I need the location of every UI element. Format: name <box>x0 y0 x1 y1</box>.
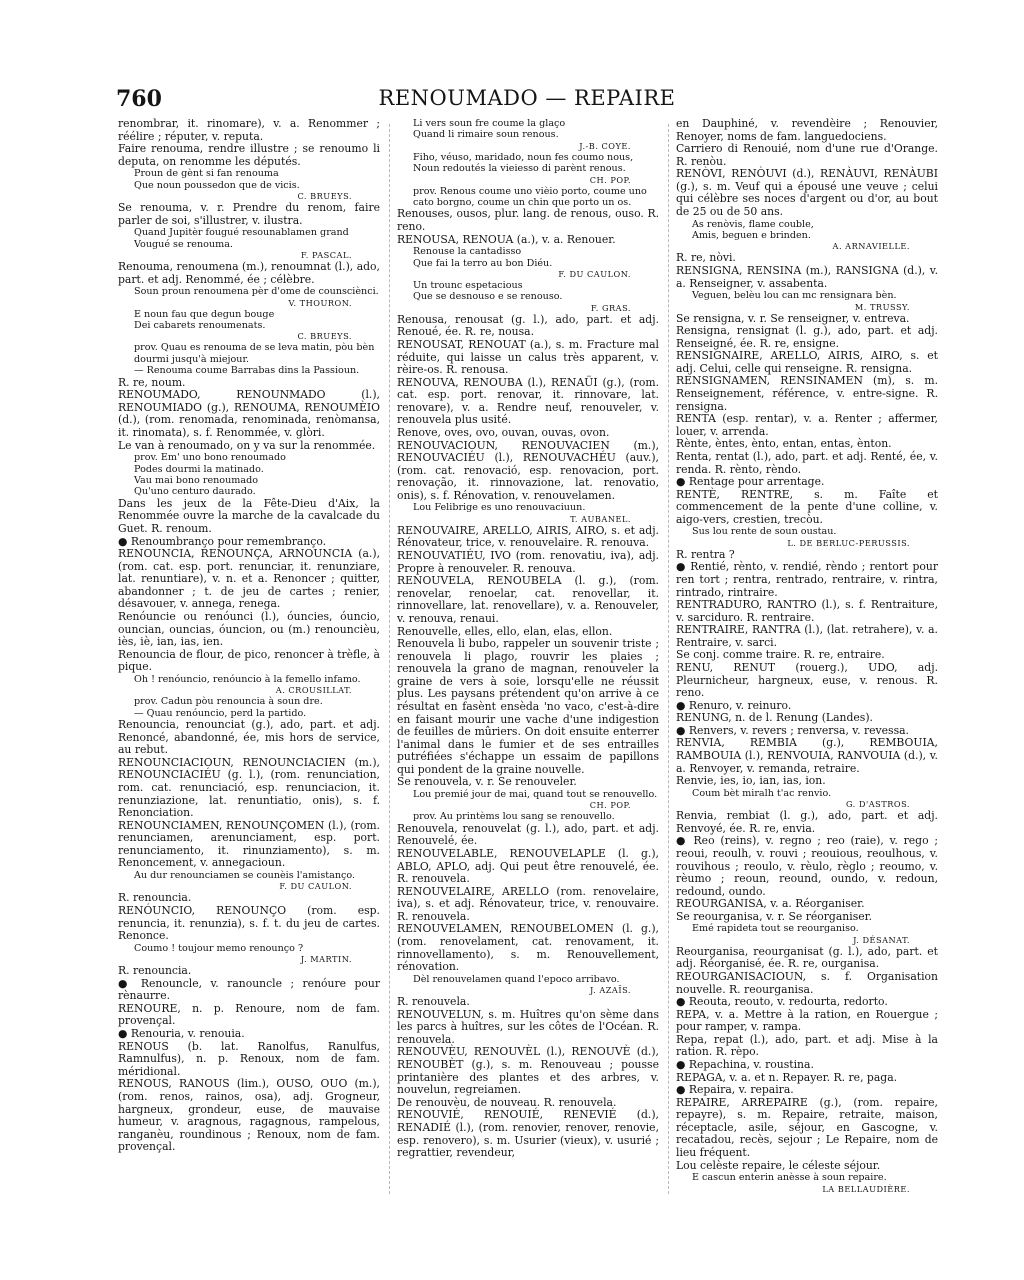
quotation: As renòvis, flame couble, <box>692 218 814 230</box>
attribution: A. CROUSILLAT. <box>275 685 352 696</box>
entry-text: Renta, rentat (l.), ado, part. et adj. Renté, ée, v. renda. R. rènto, rèndo. <box>676 449 938 476</box>
entry-text: Renvie, ies, io, ian, ias, ion. <box>676 774 826 788</box>
entry-text: RENOUSA, RENOUA (a.), v. a. Renouer. <box>397 232 616 246</box>
entry-text: RENOUS (b. lat. Ranolfus, Ranulfus, Ramnulfus), n. p. Renoux, nom de fam. méridional. <box>118 1039 380 1078</box>
entry-text: RENVIA, REMBIA (g.), REMBOUIA, RAMBOUIA (l.), RENVOUIA, RANVOUIA (d.), v. a. Renvoyer, v. remanda, retraire. <box>676 736 938 775</box>
entry-text: ● Renuro, v. reinuro. <box>676 698 792 712</box>
entry-text: Rènte, èntes, ènto, entan, entas, ènton. <box>676 437 892 451</box>
column-divider <box>668 124 669 1194</box>
entry-text: R. renouncia. <box>118 891 192 905</box>
entry-text: ● Reo (reins), v. regno ; reo (raie), v. rego ; reoui, reoulh, v. rouvi ; reouious, reoulhous, v. rouvihous ; reoulo, v. rèulo, règlo ; reoumo, v. rèumo ; reoun, reound, oundo, v. redoun, redound, oundo. <box>676 834 938 898</box>
entry-text: ● Renoumbranço pour remembranço. <box>118 534 327 548</box>
entry-text: RENTA (esp. rentar), v. a. Renter ; affermer, louer, v. arrenda. <box>676 412 938 438</box>
quotation: Vougué se renouma. <box>134 238 233 250</box>
entry-text: Renouvela li bubo, rappeler un souvenir triste ; renouvela li plago, rouvrir les plaies ; renouvela la grano de magnan, renouveler la graine de vers à soie, lorsqu'elle ne réussit plus. Les paysans prétendent qu'on arrive à ce résultat en fasènt ensèda 'no vaco, c'est-à-dire en faisant mourir une vache d'une indigestion de feuilles de mûriers. On doit ensuite enterrer l'animal dans le fumier et de ses entrailles putréfiées s'échappe un essaim de papillons qui pondent de la graine nouvelle. <box>397 637 659 776</box>
attribution: G. D'ASTROS. <box>845 799 910 810</box>
attribution: CH. POP. <box>589 800 631 811</box>
attribution: J. AZAÏS. <box>589 985 631 996</box>
page-number: 760 <box>116 86 162 112</box>
attribution: T. AUBANEL. <box>570 513 631 524</box>
page-header <box>116 86 938 116</box>
entry-text: Se renouvela, v. r. Se renouveler. <box>397 775 577 789</box>
quotation: Renouse la cantadisso <box>413 246 522 258</box>
entry-text: Renouma, renoumena (m.), renoumnat (l.), ado, part. et adj. Renommé, ée ; célèbre. <box>118 260 380 286</box>
attribution: F. GRAS. <box>590 302 631 313</box>
entry-text: ● Reouta, reouto, v. redourta, redorto. <box>676 995 888 1009</box>
quotation: prov. Cadun pòu renouncia à soun dre. <box>134 696 323 708</box>
quotation: Dei cabarets renoumenats. <box>134 320 266 332</box>
entry-text: RENOUSAT, RENOUAT (a.), s. m. Fracture mal réduite, qui laisse un calus très apparent, v. rèire-os. R. renousa. <box>397 337 659 377</box>
quotation: Lou premié jour de mai, quand tout se renouvello. <box>413 789 658 801</box>
entry-text: RENSIGNAMEN, RENSINAMEN (m), s. m. Renseignement, référence, v. entre-signe. R. rensigna. <box>676 374 938 413</box>
entry-text: renombrar, it. rinomare), v. a. Renommer ; réélire ; réputer, v. reputa. <box>118 118 380 143</box>
column-divider <box>389 124 390 1194</box>
attribution: CH. POP. <box>589 174 631 185</box>
entry-text: R. renouncia. <box>118 964 192 978</box>
quotation: Dèl renouvelamen quand l'epoco arribavo. <box>413 973 620 985</box>
entry-text: Lou celèste repaire, le céleste séjour. <box>676 1158 881 1172</box>
entry-text: ● Repachina, v. roustina. <box>676 1058 814 1072</box>
entry-text: Reourganisa, reourganisat (g. l.), ado, part. et adj. Réorganisé, ée. R. re, ourganisa. <box>676 944 938 971</box>
entry-text: Le van à renoumado, on y va sur la renommée. <box>118 438 376 452</box>
entry-text: R. re, nòvi. <box>676 251 736 265</box>
entry-text: REOURGANISACIOUN, s. f. Organisation nouvelle. R. reourganisa. <box>676 969 938 996</box>
entry-text: RENOUVELUN, s. m. Huîtres qu'on sème dans les parcs à huîtres, sur les côtes de l'Océan. R. renouvela. <box>397 1007 659 1046</box>
entry-text: RENOUVELABLE, RENOUVELAPLE (l. g.), ABLO, APLO, adj. Qui peut être renouvelé, ée. R. renouvela. <box>397 846 659 886</box>
quotation: Quand li rimaire soun renous. <box>413 129 559 141</box>
entry-text: Dans les jeux de la Fête-Dieu d'Aix, la Renommée ouvre la marche de la cavalcade du Guet. R. renoum. <box>118 496 380 535</box>
quotation: Soun proun renoumena pèr d'ome de counsciènci. <box>134 286 379 298</box>
attribution: LA BELLAUDIÈRE. <box>822 1183 910 1194</box>
quotation: prov. Em' uno bono renoumado <box>134 452 286 464</box>
entry-text: ● Rentage pour arrentage. <box>676 475 825 489</box>
entry-text: R. rentra ? <box>676 547 735 561</box>
entry-text: RENOUMADO, RENOUNMADO (l.), RENOUMIADO (g.), RENOUMA, RENOUMÈIO (d.), (rom. renomada, renominada, renòmansa, it. rinomata), s. f. Renommée, v. glòri. <box>118 388 380 439</box>
entry-text: Faire renouma, rendre illustre ; se renoumo li deputa, on renomme les députés. <box>118 142 380 168</box>
entry-text: RENOUVÈU, RENOUVÈL (l.), RENOUVÈ (d.), RENOUBÈT (g.), s. m. Renouveau ; pousse printanière des plantes et des arbres, v. nouvelun, regreiamen. <box>397 1045 659 1097</box>
entry-text: RENOUVELAIRE, ARELLO (rom. renovelaire, iva), s. et adj. Rénovateur, trice, v. renouvaire. R. renouvela. <box>397 884 659 923</box>
entry-text: Renouses, ousos, plur. lang. de renous, ouso. R. reno. <box>397 207 659 234</box>
entry-text: REPAGA, v. a. et n. Repayer. R. re, paga. <box>676 1070 898 1084</box>
quotation: E cascun enterin anèsse à soun repaire. <box>692 1172 887 1184</box>
quotation: Li vers soun fre coume la glaço <box>413 118 566 129</box>
entry-text: RENOUVELAMEN, RENOUBELOMEN (l. g.), (rom. renovelament, cat. renovament, it. rinnovellamento), s. m. Renouvellement, rénovation. <box>397 922 659 974</box>
entry-text: RENOUNCIA, RENOUNÇA, ARNOUNCIA (a.), (rom. cat. esp. port. renunciar, it. renunziare, lat. renuntiare), v. n. et a. Renoncer ; quitter, abandonner ; t. de jeu de cartes ; renier, désavouer, v. annega, renega. <box>118 547 380 611</box>
quotation: Oh ! renóuncio, renóuncio à la femello infamo. <box>134 673 361 685</box>
entry-text: REOURGANISA, v. a. Réorganiser. <box>676 897 865 911</box>
entry-text: RENSIGNA, RENSINA (m.), RANSIGNA (d.), v. a. Renseigner, v. assabenta. <box>676 264 938 290</box>
quotation: Fiho, véuso, maridado, noun fes coumo nous, Noun redoutés la vieiesso di parènt renous. <box>413 151 634 175</box>
attribution: L. DE BERLUC-PERUSSIS. <box>787 537 910 548</box>
entry-text: R. re, noum. <box>118 375 186 389</box>
entry-text: Rensigna, rensignat (l. g.), ado, part. et adj. Renseigné, ée. R. re, ensigne. <box>676 324 938 350</box>
quotation: Qu'uno centuro daurado. <box>134 486 256 498</box>
quotation: Coumo ! toujour memo renounço ? <box>134 942 304 954</box>
entry-text: Renove, oves, ovo, ouvan, ouvas, ovon. <box>397 426 610 439</box>
quotation: Coum bèt miralh t'ac renvio. <box>692 787 832 799</box>
attribution: A. ARNAVIELLE. <box>832 241 910 252</box>
entry-text: REPA, v. a. Mettre à la ration, en Rouergue ; pour ramper, v. rampa. <box>676 1007 938 1034</box>
quotation: Au dur renounciamen se counèis l'amistanço. <box>134 870 356 882</box>
quotation: Podes dourmi la matinado. <box>134 463 264 475</box>
quotation: Vau mai bono renoumado <box>134 474 258 486</box>
entry-text: RENÓUNCIO, RENOUNÇO (rom. esp. renuncia, it. renunzia), s. f. t. du jeu de cartes. Renonce. <box>118 904 380 943</box>
entry-text: Renouvelle, elles, ello, elan, elas, ellon. <box>397 624 613 638</box>
entry-text: Se rensigna, v. r. Se renseigner, v. entreva. <box>676 311 910 325</box>
entry-text: RENTÈ, RENTRE, s. m. Faîte et commencement de la pente d'une colline, v. aigo-vers, crestien, trecòu. <box>676 487 938 526</box>
entry-text: RENOUVELA, RENOUBELA (l. g.), (rom. renovelar, renoelar, cat. renovellar, it. rinnovellare, lat. renovellare), v. a. Renouveler, v. renouva, renaui. <box>397 574 659 625</box>
entry-text: RENOURE, n. p. Renoure, nom de fam. provençal. <box>118 1001 380 1028</box>
column-right <box>676 118 938 1208</box>
attribution: F. PASCAL. <box>300 250 352 261</box>
attribution: M. TRUSSY. <box>854 301 910 312</box>
quotation: E noun fau que degun bouge <box>134 308 275 320</box>
entry-text: Repa, repat (l.), ado, part. et adj. Mise à la ration. R. rèpo. <box>676 1032 938 1059</box>
entry-text: Carriero di Renouié, nom d'une rue d'Orange. R. renòu. <box>676 142 938 168</box>
attribution: V. THOURON. <box>288 297 352 308</box>
entry-text: RENOUVAIRE, ARELLO, AIRIS, AIRO, s. et adj. Rénovateur, trice, v. renouvelaire. R. renouva. <box>397 523 659 550</box>
quotation: Que se desnouso e se renouso. <box>413 291 563 303</box>
entry-text: RENOUNCIACIOUN, RENOUNCIACIEN (m.), RENOUNCIACIÉU (g. l.), (rom. renunciation, rom. cat. renunciació, esp. renunciacion, it. renunziazione, lat. renuntiatio, onis), s. f. Renonciation. <box>118 755 380 820</box>
entry-text: Se reourganisa, v. r. Se réorganiser. <box>676 909 873 923</box>
quotation: prov. Renous coume uno vièio porto, coume uno cato borgno, coume un chin que porto un os. <box>413 185 647 209</box>
entry-text: RENOUVA, RENOUBA (l.), RENAÜI (g.), (rom. cat. esp. port. renovar, it. rinnovare, lat. renovare), v. a. Rendre neuf, renouveler, v. renouvela plus usité. <box>397 375 659 427</box>
entry-text: ● Renouria, v. renouia. <box>118 1027 245 1041</box>
entry-text: Renouvela, renouvelat (g. l.), ado, part. et adj. Renouvelé, ée. <box>397 821 659 848</box>
entry-text: ● Renvers, v. revers ; renversa, v. revessa. <box>676 723 909 737</box>
quotation: Veguen, belèu lou can mc rensignara bèn. <box>692 290 897 302</box>
attribution: J. DÉSANAT. <box>853 934 910 945</box>
entry-text: RENOUS, RANOUS (lim.), OUSO, OUO (m.), (rom. renos, rainos, osa), adj. Grogneur, hargneux, grondeur, euse, de mauvaise humeur, v. aragnous, ragagnous, rampelous, ranganèu, roundinous ; Renoux, nom de fam. provençal. <box>118 1077 380 1154</box>
entry-text: RENOUNCIAMEN, RENOUNÇOMEN (l.), (rom. renunciamen, arenunciament, esp. port. renunciamento, it. rinunziamento), s. m. Renoncement, v. annegacioun. <box>118 818 380 870</box>
quotation: Que fai la terro au bon Diéu. <box>413 257 553 269</box>
entry-text: Renousa, renousat (g. l.), ado, part. et adj. Renoué, ée. R. re, nousa. <box>397 312 659 339</box>
attribution: C. BRUEYS. <box>297 331 352 342</box>
quotation: — Quau renóuncio, perd la partido. <box>134 707 307 719</box>
quotation: — Renouma coume Barrabas dins la Passioun. <box>134 365 360 377</box>
entry-text: RENOUVACIOUN, RENOUVACIEN (m.), RENOUVACIÉU (l.), RENOUVACHÉU (auv.), (rom. cat. renovació, esp. renovacion, port. renovação, it. rinnovazione, lat. renovatio, onis), s. f. Rénovation, v. renouvelamen. <box>397 438 659 502</box>
entry-text: REPAIRE, ARREPAIRE (g.), (rom. repaire, repayre), s. m. Repaire, retraite, maison, réceptacle, asile, séjour, en Gascogne, v. recatadou, recès, sejour ; Le Repaire, nom de lieu fréquent. <box>676 1095 938 1160</box>
entry-text: ● Renouncle, v. ranouncle ; renóure pour rènaurre. <box>118 976 380 1003</box>
quotation: Lou Felibrige es uno renouvaciuun. <box>413 502 586 514</box>
quotation: prov. Quau es renouma de se leva matin, pòu bèn dourmi jusqu'à miejour. <box>134 342 375 365</box>
entry-text: Se renouma, v. r. Prendre du renom, faire parler de soi, s'illustrer, v. ilustra. <box>118 201 380 227</box>
attribution: J.-B. COYE. <box>579 140 631 151</box>
entry-text: ● Repaira, v. repaira. <box>676 1083 794 1097</box>
entry-text: RENSIGNAIRE, ARELLO, AIRIS, AIRO, s. et adj. Celui, celle qui renseigne. R. rensigna. <box>676 349 938 375</box>
attribution: F. DU CAULON. <box>558 268 631 279</box>
attribution: F. DU CAULON. <box>279 881 352 892</box>
entry-text: RENOUVATIÉU, IVO (rom. renovatiu, iva), adj. Propre à renouveler. R. renouva. <box>397 549 659 575</box>
column-left <box>118 118 380 1208</box>
column-middle <box>397 118 659 1208</box>
entry-text: De renouvèu, de nouveau. R. renouvela. <box>397 1095 617 1109</box>
quotation: Sus lou rente de soun oustau. <box>692 526 837 538</box>
entry-text: Renouncia de flour, de pico, renoncer à trèfle, à pique. <box>118 647 380 674</box>
entry-text: RENTRAIRE, RANTRA (l.), (lat. retrahere), v. a. Rentraire, v. sarci. <box>676 623 938 649</box>
quotation: Que noun poussedon que de vicis. <box>134 179 300 191</box>
quotation: Quand Jupitèr fougué resounablamen grand <box>134 227 349 239</box>
attribution: C. BRUEYS. <box>297 191 352 202</box>
entry-text: RENU, RENUT (rouerg.), UDO, adj. Pleurnicheur, hargneux, euse, v. renous. R. reno. <box>676 661 938 700</box>
entry-text: Renvia, rembiat (l. g.), ado, part. et adj. Renvoyé, ée. R. re, envia. <box>676 809 938 835</box>
running-title: RENOUMADO — REPAIRE <box>378 86 676 110</box>
entry-text: ● Rentié, rènto, v. rendié, rèndo ; rentort pour ren tort ; rentra, rentrado, rentraire, v. rintra, rintrado, rintraire. <box>676 560 938 599</box>
entry-text: RENUNG, n. de l. Renung (Landes). <box>676 711 873 725</box>
entry-text: RENÒVI, RENÒUVI (d.), RENÀUVI, RENÀUBI (g.), s. m. Veuf qui a épousé une veuve ; celui qui célèbre ses noces d'argent ou d'or, au bout de 25 ou de 50 ans. <box>676 167 938 219</box>
entry-text: en Dauphiné, v. revendèire ; Renouvier, Renoyer, noms de fam. languedociens. <box>676 118 938 143</box>
entry-text: Renouncia, renounciat (g.), ado, part. et adj. Renoncé, abandonné, ée, mis hors de service, au rebut. <box>118 718 380 757</box>
entry-text: RENOUVIÉ, RENOUIÉ, RENEVIÉ (d.), RENADIÉ (l.), (rom. renovier, renover, renovie, esp. renovero), s. m. Usurier (vieux), v. usurié ; regrattier, revendeur, <box>397 1108 659 1160</box>
entry-text: Se conj. comme traire. R. re, entraire. <box>676 648 885 662</box>
attribution: J. MARTIN. <box>300 954 352 965</box>
quotation: Proun de gènt si fan renouma <box>134 168 279 180</box>
quotation: Emé rapideta tout se reourganiso. <box>692 923 859 935</box>
quotation: prov. Au printèms lou sang se renouvello. <box>413 811 615 823</box>
quotation: Amis, beguen e brinden. <box>692 230 811 242</box>
quotation: Un trounc espetacious <box>413 279 523 291</box>
entry-text: R. renouvela. <box>397 995 470 1009</box>
entry-text: Renóuncie ou renóunci (l.), óuncies, óuncio, ouncian, ouncias, óuncion, ou (m.) renouncièu, iès, iè, ian, ias, ien. <box>118 609 380 649</box>
entry-text: RENTRADURO, RANTRO (l.), s. f. Rentraiture, v. sarciduro. R. rentraire. <box>676 598 938 624</box>
